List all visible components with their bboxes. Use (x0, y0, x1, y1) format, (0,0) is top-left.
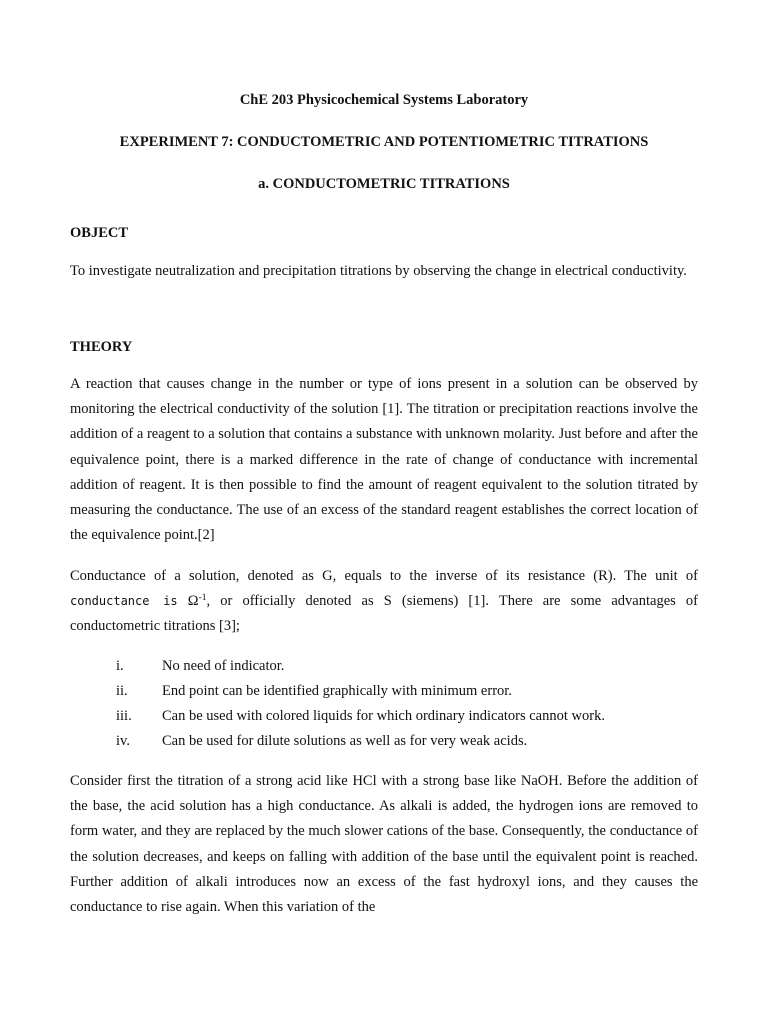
paragraph-2-mono: conductance is (70, 594, 178, 609)
theory-paragraph-1: A reaction that causes change in the number or type of ions present in a solution can be observed by monitoring the electrical conductivity of the solution [1]. The titration or precipitation reactions involve the addition of a reagent to a solution that contains a substance with unknown molarity. Just before and after the equivalence point, there is a marked difference in the rate of change of conductance with incremental addition of reagent. It is then possible to find the amount of reagent equivalent to the solution titrated by measuring the conductance. The use of an excess of the standard reagent establishes the correct location of the equivalence point.[2] (70, 376, 698, 544)
theory-heading: THEORY (70, 339, 133, 355)
object-heading: OBJECT (70, 225, 129, 241)
object-paragraph: To investigate neutralization and precipitation titrations by observing the change in electrical conductivity. (70, 263, 687, 279)
experiment-title: EXPERIMENT 7: CONDUCTOMETRIC AND POTENTIOMETRIC TITRATIONS (119, 134, 649, 150)
unit-exponent: -1 (198, 592, 207, 603)
paragraph-2-lead: Conductance of a solution, denoted as G, equals to the inverse of its resistance (R). The unit of (70, 568, 698, 584)
list-item-text: End point can be identified graphically with minimum error. (162, 683, 512, 699)
list-item-number: i. (116, 658, 124, 674)
unit-symbol: Ω (187, 593, 199, 610)
theory-paragraph-3: Consider first the titration of a strong acid like HCl with a strong base like NaOH. Before the addition of the base, the acid solution has a high conductance. As alkali is added, the hydrogen ions are removed to form water, and they are replaced by the much slower cations of the base. Consequently, the conductance of the solution decreases, and keeps on falling with addition of the base until the equivalent point is reached. Further addition of alkali introduces now an excess of the fast hydroxyl ions, and they causes the conductance to rise again. When this variation of the (70, 773, 698, 916)
theory-paragraph-2 (70, 564, 698, 640)
list-item-text: No need of indicator. (162, 658, 285, 674)
course-title: ChE 203 Physicochemical Systems Laboratory (239, 92, 529, 108)
list-item-text: Can be used with colored liquids for which ordinary indicators cannot work. (162, 708, 605, 724)
list-item-number: iv. (116, 733, 130, 749)
section-title: a. CONDUCTOMETRIC TITRATIONS (258, 176, 510, 192)
list-item-text: Can be used for dilute solutions as well as for very weak acids. (162, 733, 528, 749)
list-item-number: ii. (116, 683, 128, 699)
list-item-number: iii. (116, 708, 132, 724)
paragraph-2-tail: , or officially denoted as S (siemens) [1]. There are some advantages of conductometric titrations [3]; (70, 593, 698, 635)
